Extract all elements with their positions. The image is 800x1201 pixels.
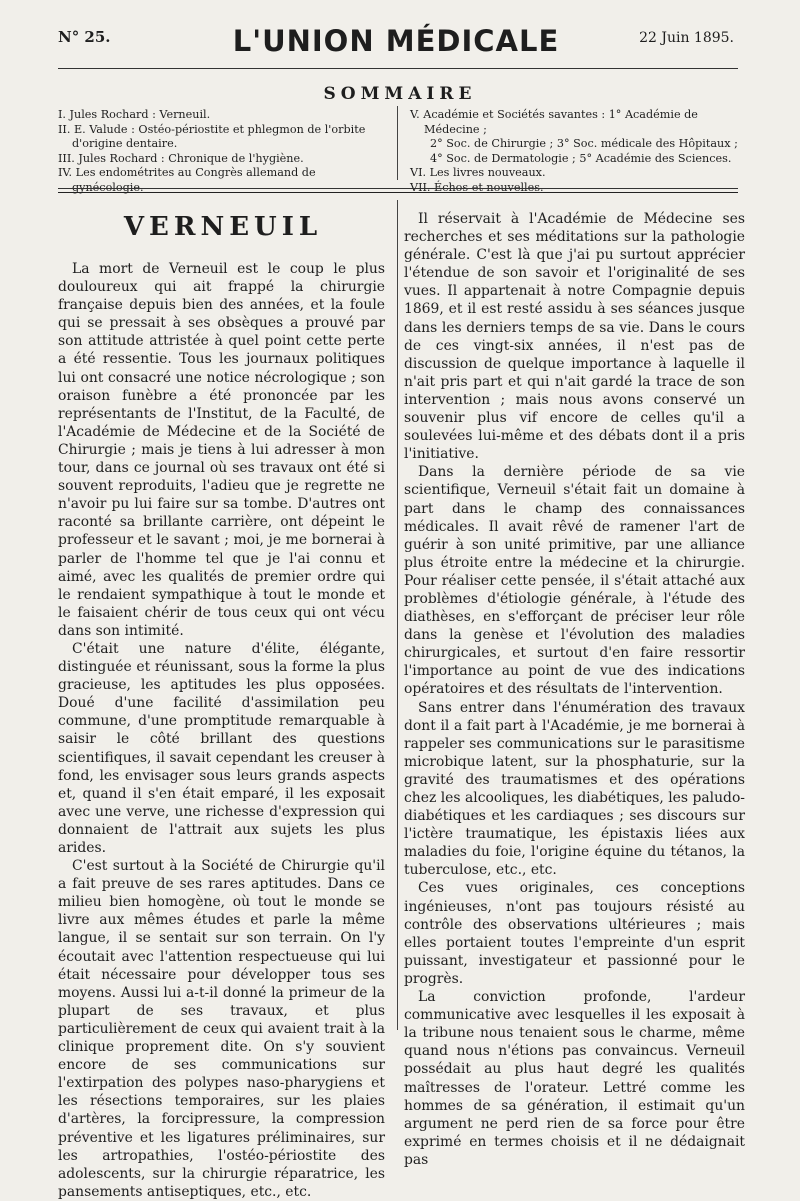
article-paragraph: Ces vues originales, ces conceptions ingénieuses, n'ont pas toujours résisté au contrôle des observations ultérieures ; mais elles portaient toutes l'empreinte d'un esprit puissant, investigateur et passionné pour le progrès. bbox=[404, 880, 745, 987]
article-paragraph: Dans la dernière période de sa vie scientifique, Verneuil s'était fait un domaine à part dans le champ des connaissances médicales. Il avait rêvé de ramener l'art de guérir à son unité primitive, par une alliance plus étroite entre la médecine et la chirurgie. Pour réaliser cette pensée, il s'était attaché aux problèmes d'étiologie générale, à l'étude des diathèses, en s'efforçant de préciser leur rôle dans la genèse et l'évolution des maladies chirurgicales, et surtout d'en faire ressortir l'importance au point de vue des indications opératoires et des résultats de l'intervention. bbox=[404, 464, 745, 698]
sommaire-divider bbox=[397, 106, 398, 180]
sommaire-item: V. Académie et Sociétés savantes : 1° Académie de Médecine ; bbox=[410, 108, 698, 136]
article-paragraph: C'est surtout à la Société de Chirurgie qu'il a fait preuve de ses rares aptitudes. Dans ce milieu bien homogène, où tout le monde se livre aux mêmes études et parle la même langue, il se sentait sur son terrain. On l'y écoutait avec l'attention respectueuse qui lui était nécessaire pour développer tous ses moyens. Aussi lui a-t-il donné la primeur de la plupart de ses travaux, et plus particulièrement de ceux qui avaient trait à la clinique proprement dite. On s'y souvient encore de ses communications sur l'extirpation des polypes naso-pharygiens et les résections temporaires, sur les plaies d'artères, la forcipressure, la compression préventive et les ligatures préliminaires, sur les artropathies, l'ostéo-périostite des adolescents, sur la chirurgie réparatrice, les pansements antiseptiques, etc., etc. bbox=[58, 858, 385, 1200]
sommaire-item: VI. Les livres nouveaux. bbox=[410, 166, 546, 179]
article-paragraph: La conviction profonde, l'ardeur communicative avec lesquelles il les exposait à la tribune nous tenaient sous le charme, même quand nous n'étions pas convaincus. Verneuil possédait au plus haut degré les qualités maîtresses de l'orateur. Lettré comme les hommes de sa génération, il estimait qu'un argument ne perd rien de sa force pour être exprimé en termes choisis et il ne dédaignait pas bbox=[404, 989, 745, 1168]
masthead-rule bbox=[58, 68, 738, 69]
sommaire-item: VII. Échos et nouvelles. bbox=[410, 180, 544, 194]
article-paragraph: Il réservait à l'Académie de Médecine ses recherches et ses méditations sur la pathologie générale. C'est là que j'ai pu surtout apprécier l'étendue de son savoir et l'originalité de ses vues. Il appartenait à notre Compagnie depuis 1869, et il est resté assidu à ses séances jusque dans les derniers temps de sa vie. Dans le cours de ces vingt-six années, il n'est pas de discussion de quelque importance à laquelle il n'ait pris part et qui n'ait gardé la trace de son intervention ; mais nous avons conservé un souvenir plus vif encore de celles qu'il a soulevées lui-même et des débats dont il a pris l'initiative. bbox=[404, 211, 745, 463]
sommaire-item: I. Jules Rochard : Verneuil. bbox=[58, 108, 211, 121]
section-rule-bottom bbox=[58, 192, 738, 193]
sommaire-right-column bbox=[410, 108, 755, 195]
sommaire-item: II. E. Valude : Ostéo-périostite et phlegmon de l'orbite d'origine dentaire. bbox=[58, 122, 366, 150]
sommaire-title: SOMMAIRE bbox=[323, 84, 477, 104]
sommaire-item: IV. Les endométrites au Congrès allemand de gynécologie. bbox=[58, 166, 316, 194]
issue-number: N° 25. bbox=[58, 28, 111, 46]
journal-title: L'UNION MÉDICALE bbox=[232, 24, 560, 58]
issue-date: 22 Juin 1895. bbox=[639, 30, 734, 46]
masthead bbox=[58, 24, 734, 64]
article-right-column bbox=[404, 210, 745, 1169]
article-headline: VERNEUIL bbox=[123, 212, 323, 242]
section-rule-top bbox=[58, 188, 738, 189]
sommaire-item: III. Jules Rochard : Chronique de l'hygiène. bbox=[58, 151, 304, 165]
sommaire-left-column bbox=[58, 108, 388, 195]
sommaire-item: 4° Soc. de Dermatologie ; 5° Académie des Sciences. bbox=[430, 151, 732, 165]
article-left-column bbox=[58, 260, 385, 1201]
article-paragraph: C'était une nature d'élite, élégante, distinguée et réunissant, sous la forme la plus gracieuse, les aptitudes les plus opposées. Doué d'une facilité d'assimilation peu commune, d'une promptitude remarquable à saisir le côté brillant des questions scientifiques, il savait cependant les creuser à fond, les envisager sous leurs grands aspects et, quand il s'en était emparé, il les exposait avec une verve, une richesse d'expression qui donnaient de l'attrait aux sujets les plus arides. bbox=[58, 640, 385, 856]
column-divider bbox=[397, 200, 398, 1030]
article-paragraph: Sans entrer dans l'énumération des travaux dont il a fait part à l'Académie, je me bornerai à rappeler ses communications sur le parasitisme microbique latent, sur la phosphaturie, sur la gravité des traumatismes et des opérations chez les alcooliques, les diabétiques, les paludo-diabétiques et les cardiaques ; ses discours sur l'ictère traumatique, les épistaxis liées aux maladies du foie, l'origine équine du tétanos, la tuberculose, etc., etc. bbox=[404, 699, 745, 879]
sommaire-item: 2° Soc. de Chirurgie ; 3° Soc. médicale des Hôpitaux ; bbox=[430, 137, 738, 150]
article-paragraph: La mort de Verneuil est le coup le plus douloureux qui ait frappé la chirurgie française depuis bien des années, et la foule qui se pressait à ses obsèques a prouvé par son attitude attristée à quel point cette perte a été ressentie. Tous les journaux politiques lui ont consacré une notice nécrologique ; son oraison funèbre a été prononcée par les représentants de l'Institut, de la Faculté, de l'Académie de Médecine et de la Société de Chirurgie ; mais je tiens à lui adresser à mon tour, dans ce journal où ses travaux ont été si souvent reproduits, l'adieu que je regrette ne n'avoir pu lui faire sur sa tombe. D'autres ont raconté sa brillante carrière, ont dépeint le professeur et le savant ; moi, je me bornerai à parler de l'homme tel que je l'ai connu et aimé, avec les qualités de premier ordre qui le rendaient sympathique à tout le monde et le faisaient chérir de tous ceux qui ont vécu dans son intimité. bbox=[58, 261, 385, 639]
